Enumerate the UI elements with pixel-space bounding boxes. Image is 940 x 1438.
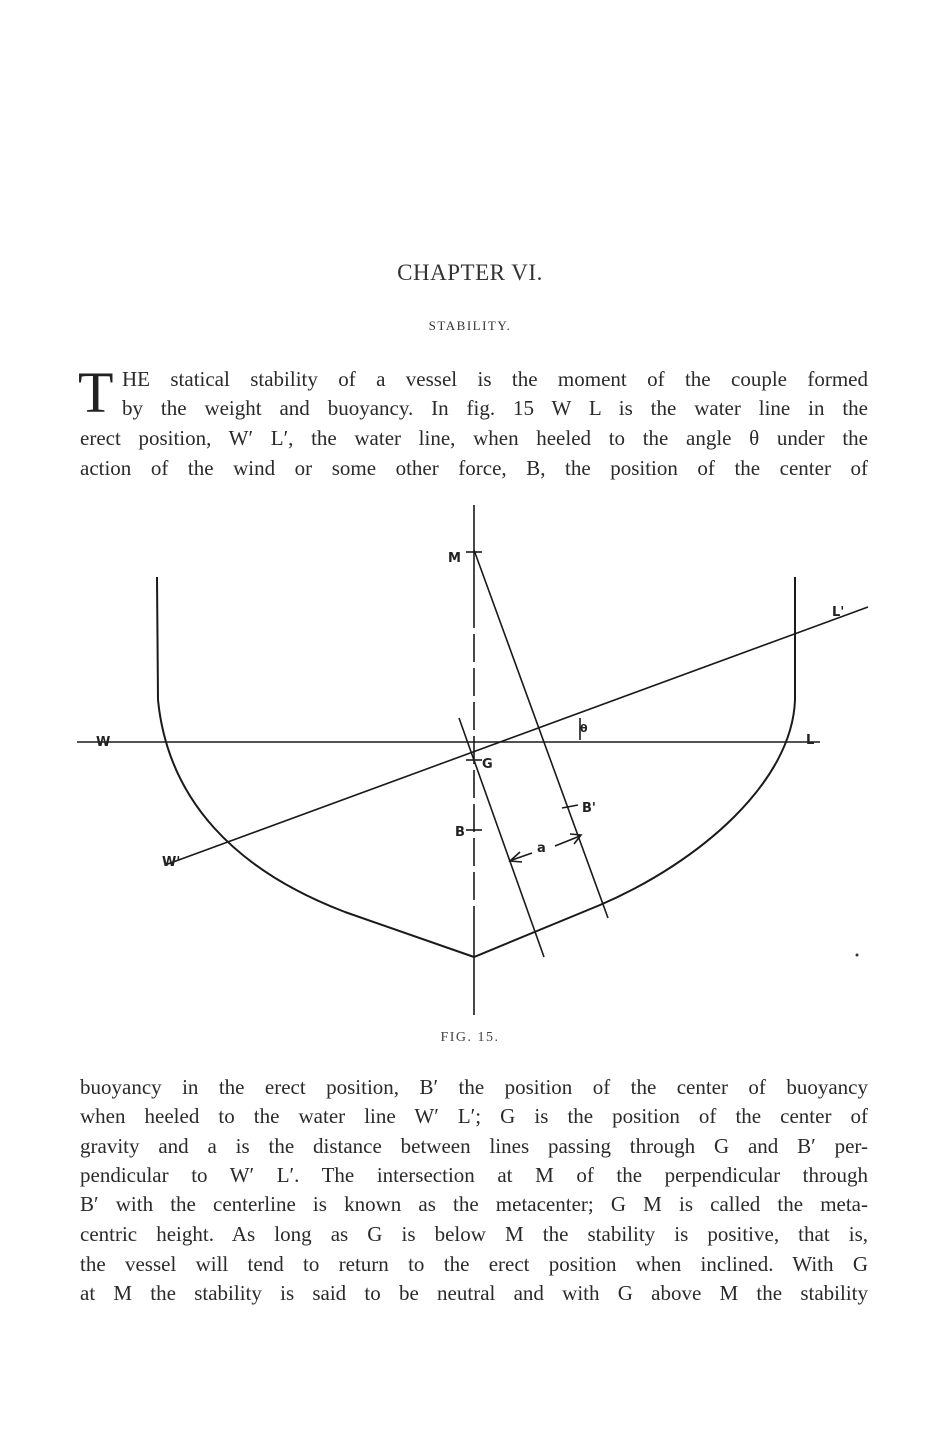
speck bbox=[856, 954, 859, 957]
label-b: B bbox=[455, 825, 465, 840]
label-theta: θ bbox=[580, 722, 588, 735]
stability-diagram bbox=[0, 490, 940, 1030]
label-b-prime: B' bbox=[582, 801, 596, 816]
chapter-title: CHAPTER VI. bbox=[397, 260, 543, 285]
body-line: gravity and a is the distance between lines passing through G and B′ per- bbox=[80, 1134, 868, 1158]
label-m: M bbox=[448, 551, 461, 566]
body-line: B′ with the centerline is known as the metacenter; G M is called the meta- bbox=[80, 1192, 868, 1216]
body-line: when heeled to the water line W′ L′; G is the position of the center of bbox=[80, 1104, 868, 1128]
waterline-heeled bbox=[165, 607, 868, 865]
label-l: L bbox=[806, 733, 815, 748]
body-line: the vessel will tend to return to the erect position when inclined. With G bbox=[80, 1252, 868, 1276]
label-w: W bbox=[96, 735, 111, 750]
body-line: pendicular to W′ L′. The intersection at M of the perpendicular through bbox=[80, 1163, 868, 1187]
label-g: G bbox=[482, 757, 493, 772]
drop-cap: T bbox=[78, 360, 114, 425]
body-line: centric height. As long as G is below M the stability is positive, that is, bbox=[80, 1222, 868, 1246]
label-a: a bbox=[537, 841, 546, 856]
body-line: buoyancy in the erect position, B′ the position of the center of buoyancy bbox=[80, 1075, 868, 1099]
body-line: at M the stability is said to be neutral and with G above M the stability bbox=[80, 1281, 868, 1305]
intro-line: HE statical stability of a vessel is the moment of the couple formed bbox=[122, 367, 868, 391]
intro-line: action of the wind or some other force, B, the position of the center of bbox=[80, 456, 868, 480]
label-l-prime: L' bbox=[832, 605, 845, 620]
intro-line: erect position, W′ L′, the water line, when heeled to the angle θ under the bbox=[80, 426, 868, 450]
label-w-prime: W' bbox=[162, 855, 181, 870]
intro-line: by the weight and buoyancy. In fig. 15 W L is the water line in the bbox=[122, 396, 868, 420]
section-title: STABILITY. bbox=[428, 318, 512, 333]
perpendicular-through-g bbox=[459, 718, 544, 957]
perpendicular-through-b-prime bbox=[474, 550, 608, 918]
figure-caption: FIG. 15. bbox=[440, 1030, 500, 1045]
